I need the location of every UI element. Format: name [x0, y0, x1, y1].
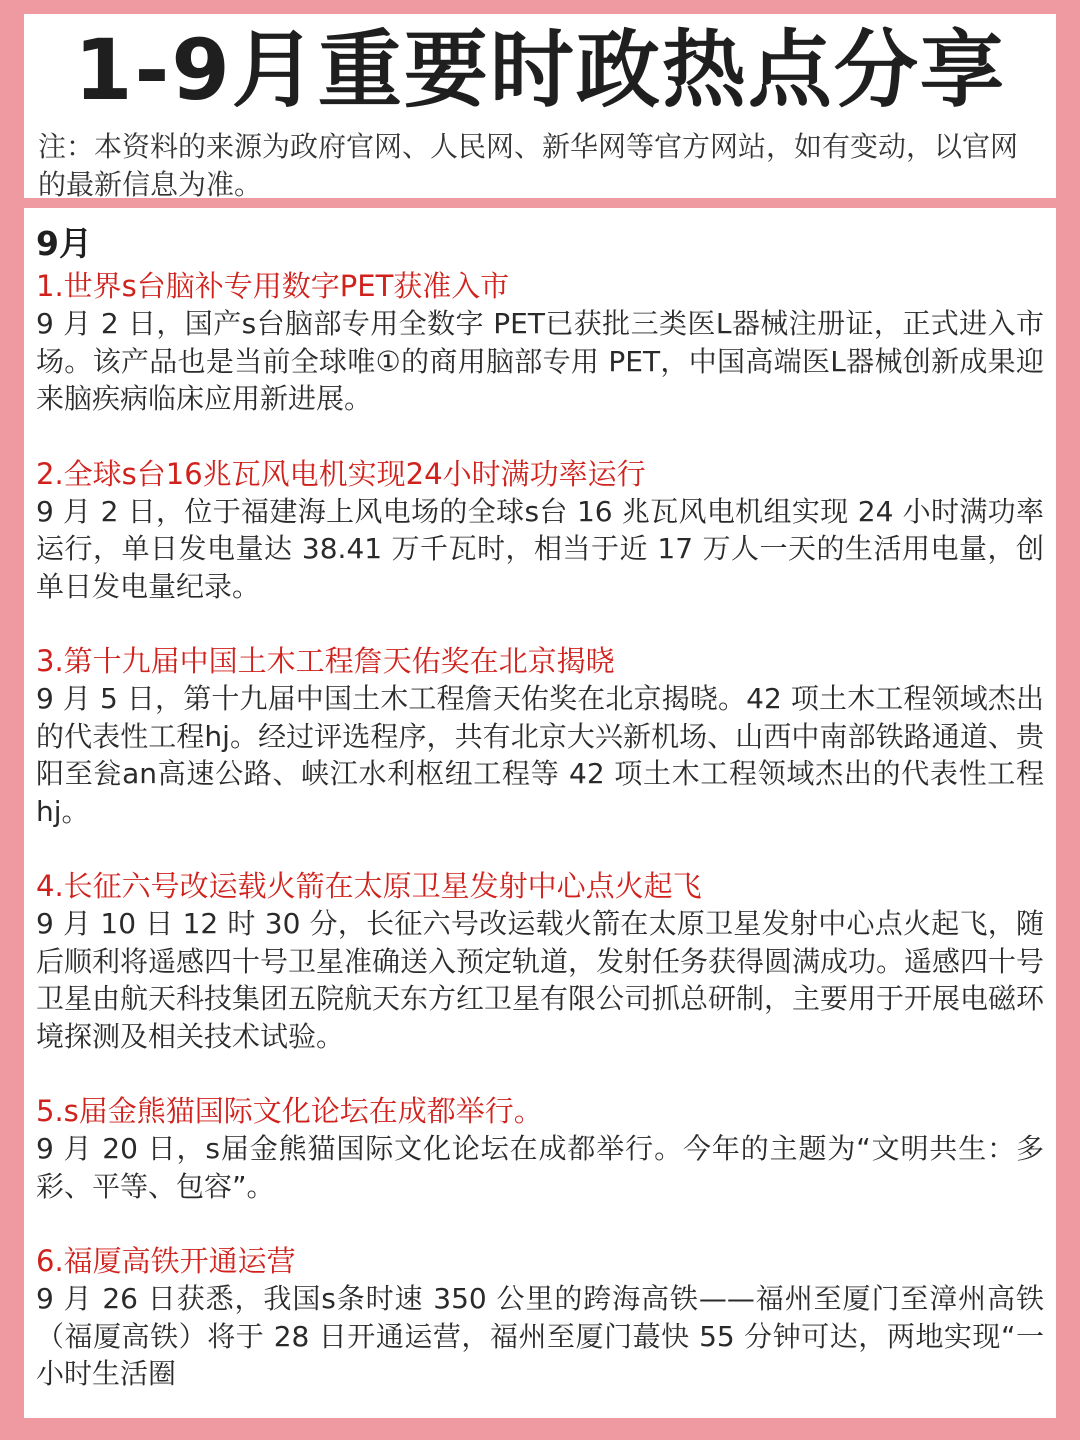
source-note: 注：本资料的来源为政府官网、人民网、新华网等官方网站，如有变动，以官网的最新信息为准。: [38, 130, 1019, 201]
news-title: 1.世界s台脑补专用数字PET获准入市: [36, 269, 510, 303]
news-item: [36, 1243, 1044, 1393]
news-body: 9 月 10 日 12 时 30 分，长征六号改运载火箭在太原卫星发射中心点火起飞，随后顺利将遥感四十号卫星准确送入预定轨道，发射任务获得圆满成功。遥感四十号卫星由航天科技集团五院航天东方红卫星有限公司抓总研制，主要用于开展电磁环境探测及相关技术试验。: [36, 907, 1045, 1053]
news-title: 6.福厦高铁开通运营: [36, 1244, 296, 1278]
news-item: [36, 1093, 1044, 1205]
news-body: 9 月 2 日，位于福建海上风电场的全球s台 16 兆瓦风电机组实现 24 小时满功率运行，单日发电量达 38.41 万千瓦时，相当于近 17 万人一天的生活用电量，创单日发电量纪录。: [36, 494, 1044, 603]
page-title: 1-9月重要时政热点分享: [74, 21, 1006, 119]
header-card: [24, 14, 1056, 201]
news-title: 2.全球s台16兆瓦风电机实现24小时满功率运行: [36, 456, 646, 491]
content-card: [24, 208, 1056, 1418]
news-body: 9 月 20 日，s届金熊猫国际文化论坛在成都举行。今年的主题为“文明共生：多彩、平等、包容”。: [36, 1132, 1044, 1203]
news-title: 5.s届金熊猫国际文化论坛在成都举行。: [36, 1094, 543, 1128]
news-body: 9 月 2 日，国产s台脑部专用全数字 PET已获批三类医L器械注册证，正式进入市场。该产品也是当前全球唯①的商用脑部专用 PET，中国高端医L器械创新成果迎来脑疾病临床应用新进展。: [36, 307, 1044, 415]
month-label: 9月: [36, 224, 92, 263]
news-item: [36, 868, 1044, 1055]
news-title: 4.长征六号改运载火箭在太原卫星发射中心点火起飞: [36, 869, 702, 903]
news-body: 9 月 26 日获悉，我国s条时速 350 公里的跨海高铁——福州至厦门至漳州高铁（福厦高铁）将于 28 日开通运营，福州至厦门蕞快 55 分钟可达，两地实现“一小时生活圈: [36, 1282, 1044, 1390]
news-title: 3.第十九届中国土木工程詹天佑奖在北京揭晓: [36, 644, 615, 678]
news-item: [36, 643, 1044, 830]
news-item: [36, 268, 1044, 418]
news-item: [36, 456, 1044, 606]
news-body: 9 月 5 日，第十九届中国土木工程詹天佑奖在北京揭晓。42 项土木工程领域杰出的代表性工程hj。经过评选程序，共有北京大兴新机场、山西中南部铁路通道、贵阳至瓮an高速公路、峡江水利枢纽工程等 42 项土木工程领域杰出的代表性工程hj。: [36, 682, 1044, 828]
